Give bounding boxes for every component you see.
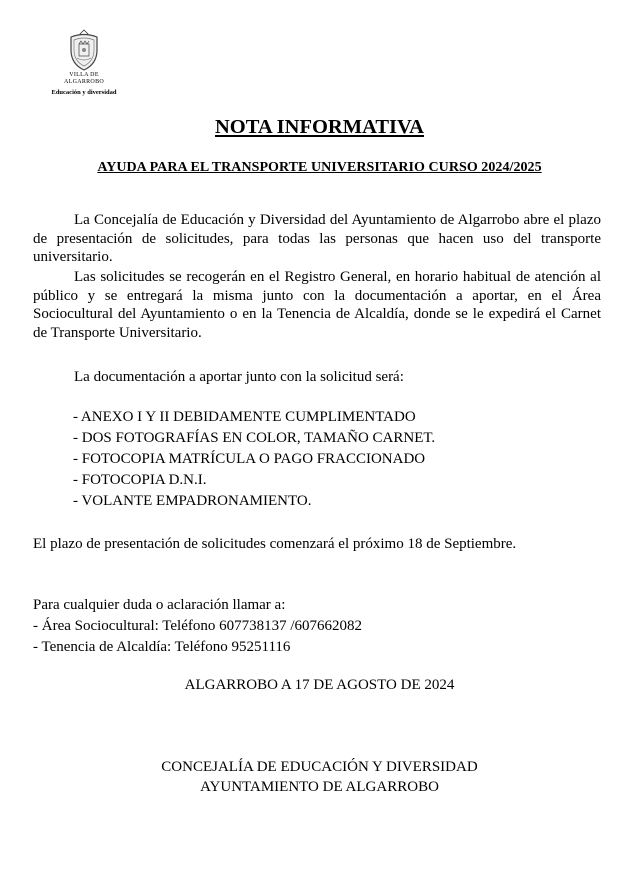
paragraph-deadline: El plazo de presentación de solicitudes comenzará el próximo 18 de Septiembre. [33,536,517,552]
signature-block [0,757,639,797]
contact-block [33,595,362,658]
documents-list [73,407,435,512]
coat-of-arms-icon [65,28,103,72]
paragraph-submission: Las solicitudes se recogerán en el Registro General, en horario habitual de atención al público y se entregará la misma junto con la documentación a aportar, en el Área Sociocultural del Ayuntamiento o en la Tenencia de Alcaldía, donde se le expedirá el Carnet de Transporte Universitario. [33,269,601,341]
signature-council: AYUNTAMIENTO DE ALGARROBO [200,779,439,795]
list-item: - FOTOCOPIA MATRÍCULA O PAGO FRACCIONADO [73,451,426,467]
document-subtitle: AYUDA PARA EL TRANSPORTE UNIVERSITARIO CURSO 2024/2025 [97,160,542,175]
documents-intro: La documentación a aportar junto con la solicitud será: [74,369,404,385]
list-item: - FOTOCOPIA D.N.I. [73,472,207,488]
logo-town-line2: ALGARROBO [63,79,105,85]
logo-department: Educación y diversidad [51,89,117,96]
municipal-logo [44,28,124,96]
place-date: ALGARROBO A 17 DE AGOSTO DE 2024 [184,677,455,693]
list-item: - DOS FOTOGRAFÍAS EN COLOR, TAMAÑO CARNET. [73,430,436,446]
contact-intro: Para cualquier duda o aclaración llamar a: [33,597,286,613]
document-title: NOTA INFORMATIVA [214,116,424,138]
contact-sociocultural: - Área Sociocultural: Teléfono 607738137 /607662082 [33,618,363,634]
list-item: - ANEXO I Y II DEBIDAMENTE CUMPLIMENTADO [73,409,416,425]
list-item: - VOLANTE EMPADRONAMIENTO. [73,493,312,509]
signature-department: CONCEJALÍA DE EDUCACIÓN Y DIVERSIDAD [161,759,478,775]
logo-town-line1: VILLA DE [69,72,99,78]
contact-tenencia: - Tenencia de Alcaldía: Teléfono 95251116 [33,639,291,655]
paragraph-opening: La Concejalía de Educación y Diversidad del Ayuntamiento de Algarrobo abre el plazo de presentación de solicitudes, para todas las personas que hacen uso del transporte universitario. [33,212,601,265]
